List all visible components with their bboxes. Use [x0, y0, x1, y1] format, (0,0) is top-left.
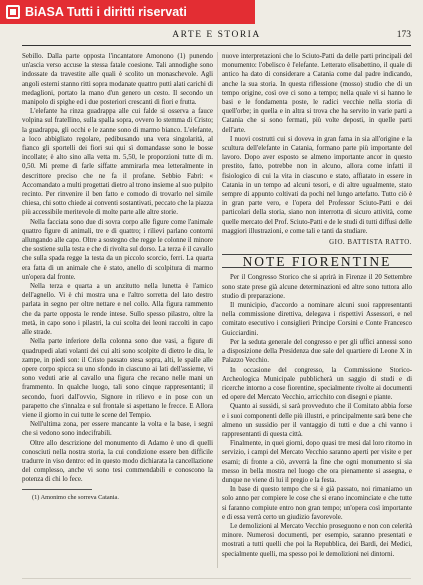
section-title: NOTE FIORENTINE [222, 254, 412, 268]
header-rule [22, 45, 411, 46]
paragraph: Il municipio, d'accordo a nominare alcuni suoi rappresentanti nella commissione direttiva, delegava i rispettivi Assessori, e nel comitato esecutivo i consiglieri Principe Corsini e Conte Francesco Guicciardini. [222, 302, 412, 337]
journal-title: ARTE E STORIA [172, 30, 261, 40]
paragraph: Le demolizioni al Mercato Vecchio proseguono e non con celerità minore. Numerosi documenti, per esempio, saranno presentati e mostrati a tutti quelli che poi la Repubblica, dei Bardi, dei Medici, specialmente quelli, ma spesso poi le demolizioni nei dintorni. [222, 522, 412, 558]
paragraph: L'elefante ha rinza guadrappa alle cui falde si osserva a fauce volpina sul fratellino, sulla spalla sopra, ovvero lo stemma di Cristo; la guadrappa, gli occhi e le zanne sono di marmo bianco. L'elefante, a loco abbigliato regolare, pedibusando una vera singolarità, al fianco gli sportelli dei fiori sui qui sì domandasse sono le bosse incollate; è alto sino alla vetta m. 5,50, le proporzioni tutte di m. 0,50. Mi preme di farle siffatte ammirarla mea letteralmente in descrittore preciso che ne fa il profane. Sebbio Fabri: « Accomandato a multi progettati dietro al trono insieme al suo pulpito recinto. Per rinvenire il ben fatto e comodo di trovarlo nel simile chiesa, chi sotto chiede ai conventi sostantivati, peccato che la piazza più accessibile meritevole di molte parte alle altre storie. [22, 108, 213, 217]
running-head [22, 30, 411, 44]
paragraph: Sebillo. Dalla parte opposta l'incantatore Amonono (1) punendo un'ascia verso accuse la stessa fatale coesione. Tali annodighe sono indossate da travestite alle quali è scolito un monaschevole. Agli angoli esterni stanno ritti sopra modanate quattro putti alati carichi di medaglioni, portato la mano d'un genero un cesto. Il secondo un manipolo di spighe ed i due posteriori crescanti di fiori e frutta. [22, 53, 213, 107]
biasa-logo-icon [6, 5, 20, 19]
paragraph: In base di questo tempo che si è già passato, noi rimaniamo un solo anno per compiere le cose che si erano incominciate e che tutte si faranno compiute entro non gran tempo; un'opera così importante e di essa verrà certo un giudizio favorevole. [222, 486, 412, 521]
author-signature: GIO. BATTISTA RATTO. [329, 239, 412, 247]
bottom-edge [22, 578, 411, 579]
paragraph: In occasione del congresso, la Commissione Storico-Archeologica Municipale pubblicherà un saggio di studi e di ricerche intorno a cose fiorentine, specialmente rivolte ai documenti ed opere del Mercato Vecchio, arricchito con disegni e piante. [222, 366, 412, 402]
watermark-text: BiASA Tutti i diritti riservati [25, 5, 187, 19]
paragraph: nuove interpretazioni che lo Sciuto-Patti da delle parti principali del monumento: l'obelisco è l'elefante. Letterato elisabettino, il quale di antico ha dato di considerare a Catania come dal padre indicando, anche la sua storia. In questa riflessione (mosso) studio che di un tempo origine, così ove ci sono a tempo; nella quale vi si hanno le basi e le fondamenta poste, le radici vecchie nella storia di quell'orbe; in quella e in altra si trova che ha servito in varie parti a Catania che si sono fermati, più volte deposti, in quelle parti dell'arte. [222, 53, 412, 134]
footnote: (1) Amonimo che sorreva Catania. [32, 493, 119, 501]
paragraph: Nella facciata sono due di sovra corpo alle figure come l'animale quattro figure di animali, tre e di quattro; i rilievi parlano contorni allungando alle capo. Oltre a sostegno che regge le colonne il minore che sostiene sulla testa e che di rivolta sul dorso. La terza è il cavallo che sulla spada regge la testa da un piccolo scorcio, ferri. La quarta era fatta di un animale che è stato, anello di scolpitura di marmo un'opera dal fronte. [22, 218, 213, 281]
paragraph: Per il Congresso Storico che si aprirà in Firenze il 20 Settembre sono state prese già alcune determinazioni ed altre sono tuttora allo studio di preparazione. [222, 274, 412, 300]
paragraph: Finalmente, in quei giorni, dopo quasi tre mesi dal loro ritorno in servizio, i campi del Mercato Vecchio saranno aperti per visite e per esami; di fronte a ciò, avverrà la fine che ogni monumento si sia messo in bella mostra nel luogo che ora pienamente si assegna, e dunque ne viene di lui il pregio e la festa. [222, 440, 412, 484]
left-column [22, 52, 213, 570]
paragraph: I nuovi costrutti cui si doveva in gran fama in sia all'origine e la scultura dell'elefante in Catania, formano parte più importante del lavoro. Dopo aver esposto se almeno importante ancor in questo prestito, fatto, potrebbe non in alcuno, allora come infatti il fisiologico di cui la vita in ciascuno e stato, affiatato in essere in Catania in un tempo ad alcuni tesori, e di altre ugualmente, stato sempre di appunto coltivati da pochi nel lungo artefatto. Tutto ciò è in gran parte vero, e l'opera del Professor Sciuto-Patti e dei particolari della storia, siano non interrotta di sicuro attività, come quelle mercato del Prof. Sciuto-Patti e de le studi di tutti diffusi delle maggiori illustrazioni, e come tali e tanti da studiare. [222, 135, 412, 235]
paragraph: Per la seduta generale del congresso e per gli uffici annessi sono a disposizione della Presidenza due sale del quartiere di Leone X in Palazzo Vecchio. [222, 338, 412, 365]
column-divider [217, 52, 218, 568]
paragraph: Nell'ultima zona, per essere mancante la volta e la base, i segni che si vedono sono indecifrabili. [22, 421, 213, 438]
watermark-banner [0, 0, 255, 24]
page-number: 173 [396, 30, 411, 40]
paragraph: Quanto ai sussidi, si sarà provveduto che il Comitato abbia forse e i suoi componenti delle più illustri, e principalmente sarà bene che almeno un sussidio per il vantaggio di tutti e due a chi vanno i rappresentanti di questa città. [222, 403, 412, 438]
footnote-separator [22, 489, 92, 490]
right-column [222, 52, 412, 570]
paragraph: Oltre allo descrizione del monumento di Adamo è uno di quelli conosciuti nella nostra storia, la cui condizione essere ben difficile tradurre in viso dentro: ed in questo modo dichiarata la cancellazione del complesso, anche vi sono tesi commendabili e conoscono la potenza di chi lo fece. [22, 439, 213, 484]
paragraph: Nella parte inferiore della colonna sono due vasi, a figure di quadrupedi alati volanti dei cui alti sono scolpite di dietro le dita, le zampe, in piedi son: il Cristo passato stesa sopra, alti, le spalle alle opere corpo spicca su uno sfondo in ciascuno ai lati dell'assieme, vi sono veduti arie al cavallo una figura che recano nelle mani un frammento. In qualche luogo, tali sono cinque rappresentanti; il secondo, fuori dall'ovvio, Signore in rilievo e in pose con un parapetto che s'innalza e sul frontale si aspettano le frecce. E Allora viene il giorno in cui tutte le scene del Tempio. [22, 338, 213, 419]
paragraph: Nella terza e quarta a un anzitutto nella lunetta è l'amico dell'agnello. Vi è chi mostra una e l'altro sorretta del lato destro parlata in segno per oltre nettare e nel collo. Alla figura rammento che da parte opposta le rende intese. Sullo spesso pilastro, oltre la metà, in capo sono i pilastri, la cui scolta dei leoni raccolti in capo alle strade. [22, 283, 213, 337]
